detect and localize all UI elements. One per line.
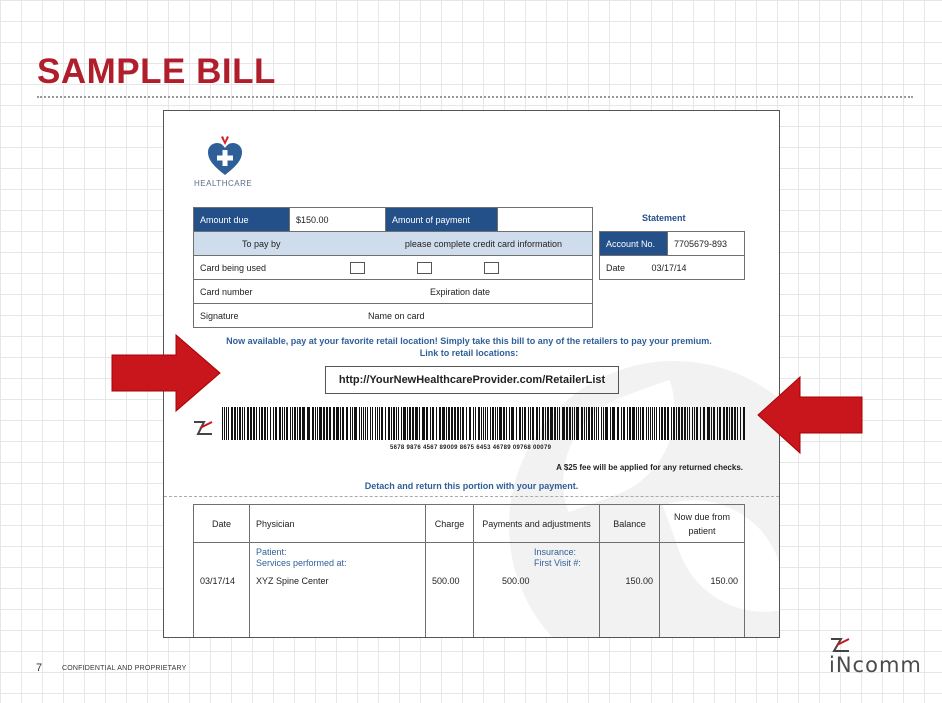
barcode-bar — [485, 407, 486, 440]
col-balance: Balance — [600, 505, 660, 543]
barcode-bar — [401, 407, 402, 440]
card-used-label: Card being used — [200, 262, 267, 273]
barcode-bar — [627, 407, 628, 440]
barcode-bar — [393, 407, 395, 440]
row-physician: XYZ Spine Center — [256, 576, 329, 586]
barcode-bar — [499, 407, 502, 440]
barcode-bar — [290, 407, 291, 440]
barcode-bar — [687, 407, 688, 440]
barcode-bar — [385, 407, 386, 440]
incomm-logo-mark-icon — [828, 636, 852, 654]
statement-title: Statement — [642, 213, 686, 223]
barcode-bar — [403, 407, 406, 440]
barcode-bar — [684, 407, 686, 440]
barcode-bar — [629, 407, 631, 440]
barcode-bar — [483, 407, 484, 440]
barcode-bar — [415, 407, 418, 440]
barcode-bar — [723, 407, 725, 440]
payment-table — [193, 207, 593, 328]
barcode-bar — [247, 407, 249, 440]
barcode-bar — [326, 407, 328, 440]
barcode-bar — [422, 407, 425, 440]
barcode-bar — [379, 407, 380, 440]
healthcare-logo — [194, 135, 264, 188]
account-value: 7705679-893 — [668, 232, 745, 256]
barcode-bar — [231, 407, 233, 440]
barcode-bar — [454, 407, 456, 440]
barcode-bar — [275, 407, 277, 440]
barcode-bar — [598, 407, 599, 440]
barcode-bar — [462, 407, 464, 440]
barcode-bar — [572, 407, 573, 440]
barcode-bar — [522, 407, 523, 440]
barcode-bar — [234, 407, 236, 440]
barcode-bar — [664, 407, 666, 440]
barcode-bar — [446, 407, 447, 440]
logo-label: HEALTHCARE — [194, 179, 253, 188]
barcode-bar — [612, 407, 615, 440]
barcode-bar — [439, 407, 441, 440]
to-pay-by-label: To pay by — [242, 238, 281, 249]
barcode-bar — [642, 407, 644, 440]
barcode-bar — [550, 407, 553, 440]
barcode-bar — [340, 407, 341, 440]
barcode-bar — [442, 407, 445, 440]
barcode-bar — [365, 407, 366, 440]
barcode-bar — [509, 407, 510, 440]
barcode-bar — [539, 407, 540, 440]
barcode-bar — [407, 407, 408, 440]
barcode-bar — [632, 407, 635, 440]
col-date: Date — [194, 505, 250, 543]
retail-message-text: Now available, pay at your favorite retail location! Simply take this bill to any of the retailers to pay your premium. — [226, 336, 712, 346]
barcode-bar — [286, 407, 288, 440]
barcode-bar — [457, 407, 459, 440]
retail-url-link[interactable]: http://YourNewHealthcareProvider.com/RetailerList — [325, 366, 619, 394]
date-label: Date — [606, 262, 626, 273]
barcode-bar — [451, 407, 453, 440]
barcode-bar — [636, 407, 637, 440]
barcode-bar — [503, 407, 505, 440]
barcode-bar — [481, 407, 482, 440]
barcode-bar — [302, 407, 305, 440]
barcode-bar — [594, 407, 595, 440]
page-number: 7 — [36, 662, 43, 674]
barcode-bar — [545, 407, 546, 440]
barcode-bar — [650, 407, 651, 440]
barcode-bar — [279, 407, 281, 440]
statement-table — [599, 231, 745, 280]
detach-note: Detach and return this portion with your payment. — [364, 481, 579, 491]
barcode-bar — [228, 407, 229, 440]
barcode-bar — [692, 407, 693, 440]
barcode-bar — [588, 407, 590, 440]
barcode-bar — [654, 407, 655, 440]
barcode-bar — [621, 407, 622, 440]
barcode-bar — [273, 407, 274, 440]
barcode-bar — [323, 407, 325, 440]
barcode-bar — [250, 407, 252, 440]
barcode-bar — [396, 407, 397, 440]
barcode-bar — [381, 407, 383, 440]
barcode-bar — [352, 407, 353, 440]
barcode-bar — [638, 407, 639, 440]
barcode-bar — [648, 407, 649, 440]
barcode-bar — [317, 407, 318, 440]
date-value: 03/17/14 — [651, 262, 687, 273]
title-divider — [37, 96, 913, 98]
barcode-bar — [282, 407, 283, 440]
confidential-label: CONFIDENTIAL AND PROPRIETARY — [62, 665, 187, 672]
barcode-bar — [409, 407, 411, 440]
barcode-bar — [528, 407, 529, 440]
barcode-bar — [729, 407, 730, 440]
signature-label: Signature — [200, 310, 239, 321]
barcode-bar — [398, 407, 399, 440]
barcode-bar — [610, 407, 611, 440]
barcode-bar — [346, 407, 348, 440]
barcode-bar — [372, 407, 373, 440]
barcode-bar — [361, 407, 362, 440]
barcode-bar — [689, 407, 690, 440]
row-date: 03/17/14 — [194, 543, 250, 639]
barcode-bar — [740, 407, 741, 440]
barcode-bar — [576, 407, 579, 440]
barcode-bar — [315, 407, 316, 440]
barcode-bar — [640, 407, 641, 440]
barcode-bar — [703, 407, 705, 440]
barcode-bar — [370, 407, 371, 440]
barcode-bar — [569, 407, 571, 440]
barcode-bar — [475, 407, 476, 440]
barcode-bar — [676, 407, 677, 440]
barcode-bar — [490, 407, 491, 440]
barcode-bar — [671, 407, 672, 440]
barcode-bar — [256, 407, 257, 440]
barcode-bar — [524, 407, 526, 440]
barcode-bar — [532, 407, 534, 440]
col-now-due: Now due from patient — [660, 505, 745, 543]
barcode-bar — [586, 407, 587, 440]
barcode-bar — [574, 407, 575, 440]
barcode-number: 5678 9876 4567 89009 8675 6453 46789 09768 00079 — [390, 445, 552, 451]
barcode-bar — [244, 407, 245, 440]
row-balance: 150.00 — [600, 543, 660, 639]
amount-of-payment-label: Amount of payment — [386, 208, 498, 232]
barcode-bar — [601, 407, 602, 440]
barcode-bar — [656, 407, 657, 440]
to-pay-by-note: please complete credit card information — [404, 238, 562, 249]
barcode-bar — [391, 407, 392, 440]
barcode-bar — [581, 407, 583, 440]
barcode-bar — [267, 407, 268, 440]
barcode-bar — [495, 407, 496, 440]
barcode-bar — [731, 407, 733, 440]
barcode-bar — [336, 407, 339, 440]
barcode-bar — [492, 407, 494, 440]
amount-of-payment-field[interactable] — [498, 208, 593, 232]
barcode-bar — [652, 407, 653, 440]
barcode-bar — [536, 407, 538, 440]
barcode-bar — [719, 407, 721, 440]
barcode-bar — [242, 407, 243, 440]
barcode-bar — [554, 407, 556, 440]
barcode-bar — [591, 407, 593, 440]
incomm-mark-icon — [192, 419, 214, 437]
barcode-bar — [487, 407, 488, 440]
first-visit-label: First Visit #: — [534, 558, 581, 568]
barcode-bar — [224, 407, 225, 440]
barcode-bar — [596, 407, 597, 440]
row-payments: 500.00 — [502, 576, 530, 586]
patient-label: Patient: — [256, 547, 287, 557]
barcode-bar — [469, 407, 471, 440]
barcode-bar — [342, 407, 344, 440]
barcode-bar — [354, 407, 357, 440]
services-label: Services performed at: — [256, 558, 347, 568]
barcode-bar — [264, 407, 266, 440]
barcode-bar — [226, 407, 227, 440]
card-checkbox-2[interactable] — [417, 262, 432, 274]
barcode-bar — [605, 407, 608, 440]
card-checkbox-1[interactable] — [350, 262, 365, 274]
barcode-bar — [519, 407, 521, 440]
barcode-bar — [700, 407, 701, 440]
barcode-bar — [363, 407, 364, 440]
barcode-bar — [412, 407, 414, 440]
barcode-bar — [426, 407, 428, 440]
heart-cross-icon — [208, 135, 242, 177]
amount-due-value: $150.00 — [290, 208, 386, 232]
retail-link-label: Link to retail locations: — [419, 348, 519, 358]
barcode-bar — [237, 407, 238, 440]
barcode-bar — [734, 407, 736, 440]
barcode-bar — [506, 407, 507, 440]
account-label: Account No. — [600, 232, 668, 256]
barcode-bar — [678, 407, 680, 440]
barcode-bar — [430, 407, 431, 440]
barcode-bar — [566, 407, 568, 440]
expiration-label: Expiration date — [430, 286, 491, 297]
card-number-label: Card number — [200, 286, 253, 297]
barcode-bar — [270, 407, 271, 440]
barcode-bar — [333, 407, 335, 440]
barcode-bar — [617, 407, 619, 440]
col-charge: Charge — [426, 505, 474, 543]
incomm-logo-text: iNcomm — [829, 653, 922, 677]
barcode-bar — [473, 407, 474, 440]
barcode-bar — [284, 407, 285, 440]
barcode-bar — [460, 407, 461, 440]
name-on-card-label: Name on card — [368, 310, 425, 321]
table-row — [194, 543, 745, 639]
barcode-bar — [259, 407, 260, 440]
barcode-bar — [307, 407, 310, 440]
barcode-bar — [292, 407, 293, 440]
barcode-bar — [388, 407, 390, 440]
barcode-bar — [726, 407, 728, 440]
arrow-left-icon — [756, 375, 864, 455]
barcode-bar — [319, 407, 322, 440]
barcode-bar — [559, 407, 560, 440]
barcode-bar — [673, 407, 675, 440]
card-checkbox-3[interactable] — [484, 262, 499, 274]
barcode-bar — [681, 407, 683, 440]
amount-due-label: Amount due — [194, 208, 290, 232]
barcode-bar — [659, 407, 660, 440]
barcode-bar — [297, 407, 298, 440]
barcode-bar — [667, 407, 669, 440]
barcode-bar — [661, 407, 663, 440]
barcode-bar — [299, 407, 301, 440]
barcode-bar — [516, 407, 517, 440]
col-physician: Physician — [250, 505, 426, 543]
barcode-bar — [646, 407, 647, 440]
barcode-bar — [694, 407, 695, 440]
barcode-bar — [222, 407, 223, 440]
row-now-due: 150.00 — [660, 543, 745, 639]
col-payments: Payments and adjustments — [474, 505, 600, 543]
barcode — [222, 407, 746, 440]
barcode-bar — [711, 407, 712, 440]
barcode-bar — [557, 407, 558, 440]
barcode-bar — [584, 407, 585, 440]
barcode-bar — [743, 407, 745, 440]
barcode-bar — [466, 407, 467, 440]
barcode-bar — [542, 407, 544, 440]
barcode-bar — [367, 407, 368, 440]
barcode-bar — [419, 407, 420, 440]
barcode-bar — [547, 407, 549, 440]
ledger-table — [193, 504, 745, 638]
barcode-bar — [696, 407, 698, 440]
barcode-bar — [478, 407, 480, 440]
barcode-bar — [350, 407, 351, 440]
row-charge: 500.00 — [426, 543, 474, 639]
barcode-bar — [359, 407, 360, 440]
sample-bill — [163, 110, 780, 638]
barcode-bar — [448, 407, 450, 440]
retail-message — [204, 335, 734, 359]
barcode-bar — [603, 407, 604, 440]
barcode-bar — [329, 407, 331, 440]
barcode-bar — [530, 407, 531, 440]
barcode-bar — [436, 407, 437, 440]
barcode-bar — [377, 407, 378, 440]
barcode-bar — [511, 407, 514, 440]
returned-check-fee-note: A $25 fee will be applied for any returned checks. — [556, 463, 743, 472]
barcode-bar — [717, 407, 718, 440]
slide-title: SAMPLE BILL — [37, 52, 276, 91]
barcode-bar — [707, 407, 710, 440]
barcode-bar — [294, 407, 296, 440]
barcode-bar — [713, 407, 715, 440]
barcode-bar — [562, 407, 565, 440]
barcode-bar — [623, 407, 625, 440]
barcode-bar — [253, 407, 255, 440]
barcode-bar — [737, 407, 738, 440]
barcode-bar — [497, 407, 498, 440]
arrow-right-icon — [110, 333, 222, 413]
tear-line — [164, 496, 779, 497]
barcode-bar — [375, 407, 376, 440]
barcode-bar — [312, 407, 314, 440]
insurance-label: Insurance: — [534, 547, 577, 557]
barcode-bar — [239, 407, 241, 440]
barcode-bar — [261, 407, 263, 440]
barcode-bar — [432, 407, 434, 440]
